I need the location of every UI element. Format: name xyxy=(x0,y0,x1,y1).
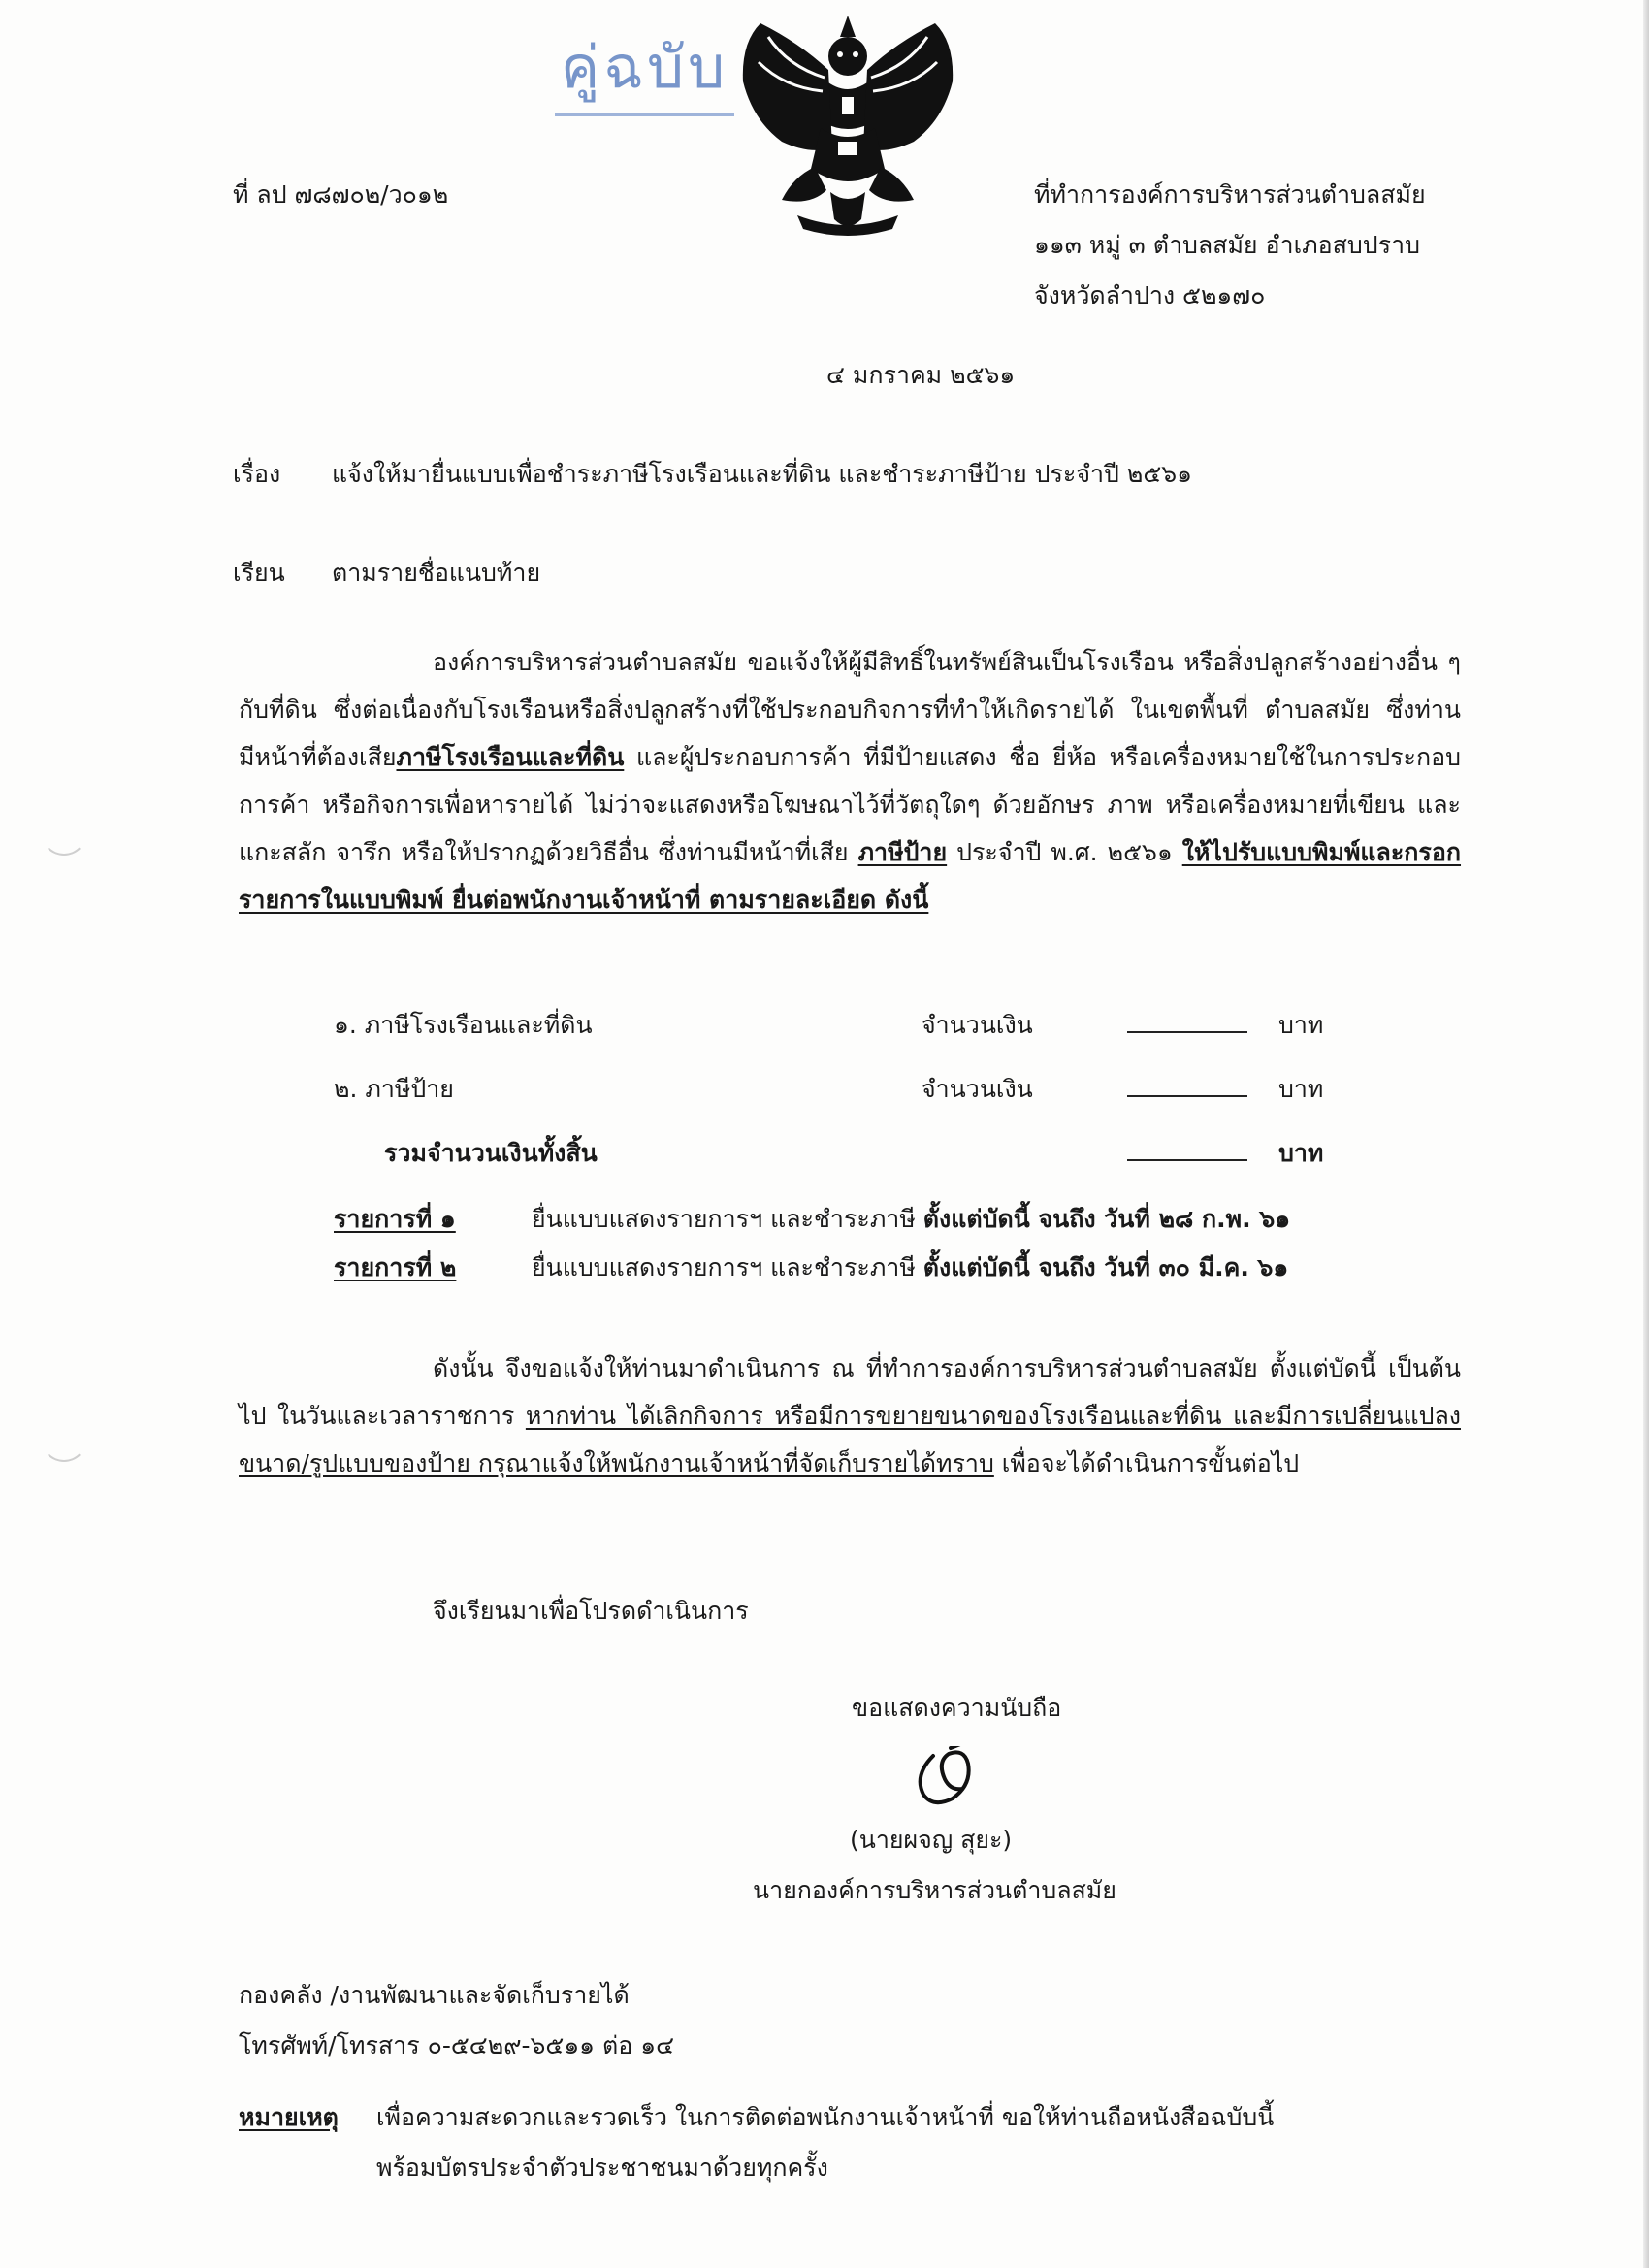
phone-fax: โทรศัพท์/โทรสาร ๐-๕๔๒๙-๖๕๑๑ ต่อ ๑๔ xyxy=(239,2031,674,2059)
schedule-2-deadline: ตั้งแต่บัดนี้ จนถึง วันที่ ๓๐ มี.ค. ๖๑ xyxy=(922,1253,1289,1281)
item-1-unit: บาท xyxy=(1278,1011,1324,1039)
item-2-label: ๒. ภาษีป้าย xyxy=(334,1075,454,1103)
tax-house-land: ภาษีโรงเรือนและที่ดิน xyxy=(396,743,625,771)
subject-label: เรื่อง xyxy=(233,460,281,488)
item-1-amount-blank xyxy=(1127,1009,1247,1041)
total-unit: บาท xyxy=(1278,1139,1324,1167)
signer-title: นายกองค์การบริหารส่วนตำบลสมัย xyxy=(753,1876,1116,1904)
schedule-1-deadline: ตั้งแต่บัดนี้ จนถึง วันที่ ๒๘ ก.พ. ๖๑ xyxy=(922,1205,1291,1233)
copy-stamp: คู่ฉบับ xyxy=(555,21,734,116)
letter-date: ๔ มกราคม ๒๕๖๑ xyxy=(826,361,1016,389)
schedule-2-text: ยื่นแบบแสดงรายการฯ และชำระภาษี ตั้งแต่บัดนี้ จนถึง วันที่ ๓๐ มี.ค. ๖๑ xyxy=(532,1253,1289,1281)
item-2-amount-label: จำนวนเงิน xyxy=(922,1075,1033,1103)
address-line-2: ๑๑๓ หมู่ ๓ ตำบลสมัย อำเภอสบปราบ xyxy=(1034,231,1420,259)
body-paragraph-2 xyxy=(239,1345,1461,1487)
notice-underlined: หากท่าน ได้เลิกกิจการ หรือมีการขยายขนาดของโรงเรือนและที่ดิน และมีการเปลี่ยนแปลงขนาด/รูปแบบของป้าย กรุณาแจ้งให้พนักงานเจ้าหน้าที่จัดเก็บรายได้ทราบ xyxy=(239,1402,1461,1477)
total-label: รวมจำนวนเงินทั้งสิ้น xyxy=(384,1139,598,1167)
signature-icon xyxy=(912,1746,989,1814)
address-line-3: จังหวัดลำปาง ๕๒๑๗๐ xyxy=(1034,281,1266,309)
schedule-1-label: รายการที่ ๑ xyxy=(334,1205,456,1233)
note-line-2: พร้อมบัตรประจำตัวประชาชนมาด้วยทุกครั้ง xyxy=(376,2154,828,2182)
department: กองคลัง /งานพัฒนาและจัดเก็บรายได้ xyxy=(239,1981,630,2009)
punch-mark xyxy=(41,825,87,856)
schedule-1-text: ยื่นแบบแสดงรายการฯ และชำระภาษี ตั้งแต่บัดนี้ จนถึง วันที่ ๒๘ ก.พ. ๖๑ xyxy=(532,1205,1291,1233)
body-paragraph-1 xyxy=(239,638,1461,923)
closing-salutation: ขอแสดงความนับถือ xyxy=(852,1694,1062,1722)
item-2-unit: บาท xyxy=(1278,1075,1324,1103)
reference-number: ที่ ลป ๗๘๗๐๒/ว๐๑๒ xyxy=(233,180,449,209)
body-text: ประจำปี พ.ศ. ๒๕๖๑ xyxy=(947,838,1182,866)
body-text: องค์การบริหารส่วนตำบลสมัย ขอแจ้งให้ผู้มีสิทธิ์ในทรัพย์สินเป็นโรงเรือน หรือสิ่งปลูกสร้างอย่างอื่น ๆ กับที่ดิน ซึ่งต่อเนื่องกับโรงเรือนหรือสิ่งปลูกสร้างที่ใช้ประกอบกิจการที่ทำให้เกิดรายได้ ในเขตพื้นที่ ตำบลสมัย ซึ่งท่านมีหน้าที่ต้องเสีย xyxy=(239,648,1461,771)
total-amount-blank xyxy=(1127,1137,1247,1169)
body-text: เพื่อจะได้ดำเนินการขั้นต่อไป xyxy=(993,1449,1300,1477)
body-text: และผู้ประกอบการค้า ที่มีป้ายแสดง ชื่อ ยี่ห้อ หรือเครื่องหมายใช้ในการประกอบการค้า หรือกิจการเพื่อหารายได้ ไม่ว่าจะแสดงหรือโฆษณาไว้ที่วัตถุใดๆ ด้วยอักษร ภาพ หรือเครื่องหมายที่เขียน และแกะสลัก จารึก หรือให้ปรากฏด้วยวิธีอื่น ซึ่งท่านมีหน้าที่เสีย xyxy=(239,743,1461,866)
subject-text: แจ้งให้มายื่นแบบเพื่อชำระภาษีโรงเรือนและที่ดิน และชำระภาษีป้าย ประจำปี ๒๕๖๑ xyxy=(332,460,1192,488)
salutation-label: เรียน xyxy=(233,559,285,587)
punch-mark xyxy=(41,1431,87,1462)
item-1-amount-label: จำนวนเงิน xyxy=(922,1011,1033,1039)
body-text: ดังนั้น จึงขอแจ้งให้ท่านมาดำเนินการ ณ ที่ทำการองค์การบริหารส่วนตำบลสมัย ตั้งแต่บัดนี้ เป็นต้นไป ในวันและเวลาราชการ xyxy=(239,1354,1461,1430)
garuda-emblem-icon xyxy=(729,12,967,243)
salutation-text: ตามรายชื่อแนบท้าย xyxy=(332,559,541,587)
address-line-1: ที่ทำการองค์การบริหารส่วนตำบลสมัย xyxy=(1034,180,1426,209)
item-2-amount-blank xyxy=(1127,1073,1247,1105)
scan-edge xyxy=(1643,0,1649,2268)
note-line-1: เพื่อความสะดวกและรวดเร็ว ในการติดต่อพนักงานเจ้าหน้าที่ ขอให้ท่านถือหนังสือฉบับนี้ xyxy=(376,2103,1275,2131)
tax-signboard: ภาษีป้าย xyxy=(857,838,948,866)
closing-request: จึงเรียนมาเพื่อโปรดดำเนินการ xyxy=(433,1597,749,1625)
schedule-2-label: รายการที่ ๒ xyxy=(334,1253,457,1281)
item-1-label: ๑. ภาษีโรงเรือนและที่ดิน xyxy=(334,1011,593,1039)
note-label: หมายเหตุ xyxy=(239,2103,339,2131)
signer-name: (นายผจญ สุยะ) xyxy=(850,1826,1013,1854)
instruction-text: ให้ไปรับแบบพิมพ์และกรอกรายการในแบบพิมพ์ ยื่นต่อพนักงานเจ้าหน้าที่ ตามรายละเอียด ดังนี้ xyxy=(239,838,1462,914)
